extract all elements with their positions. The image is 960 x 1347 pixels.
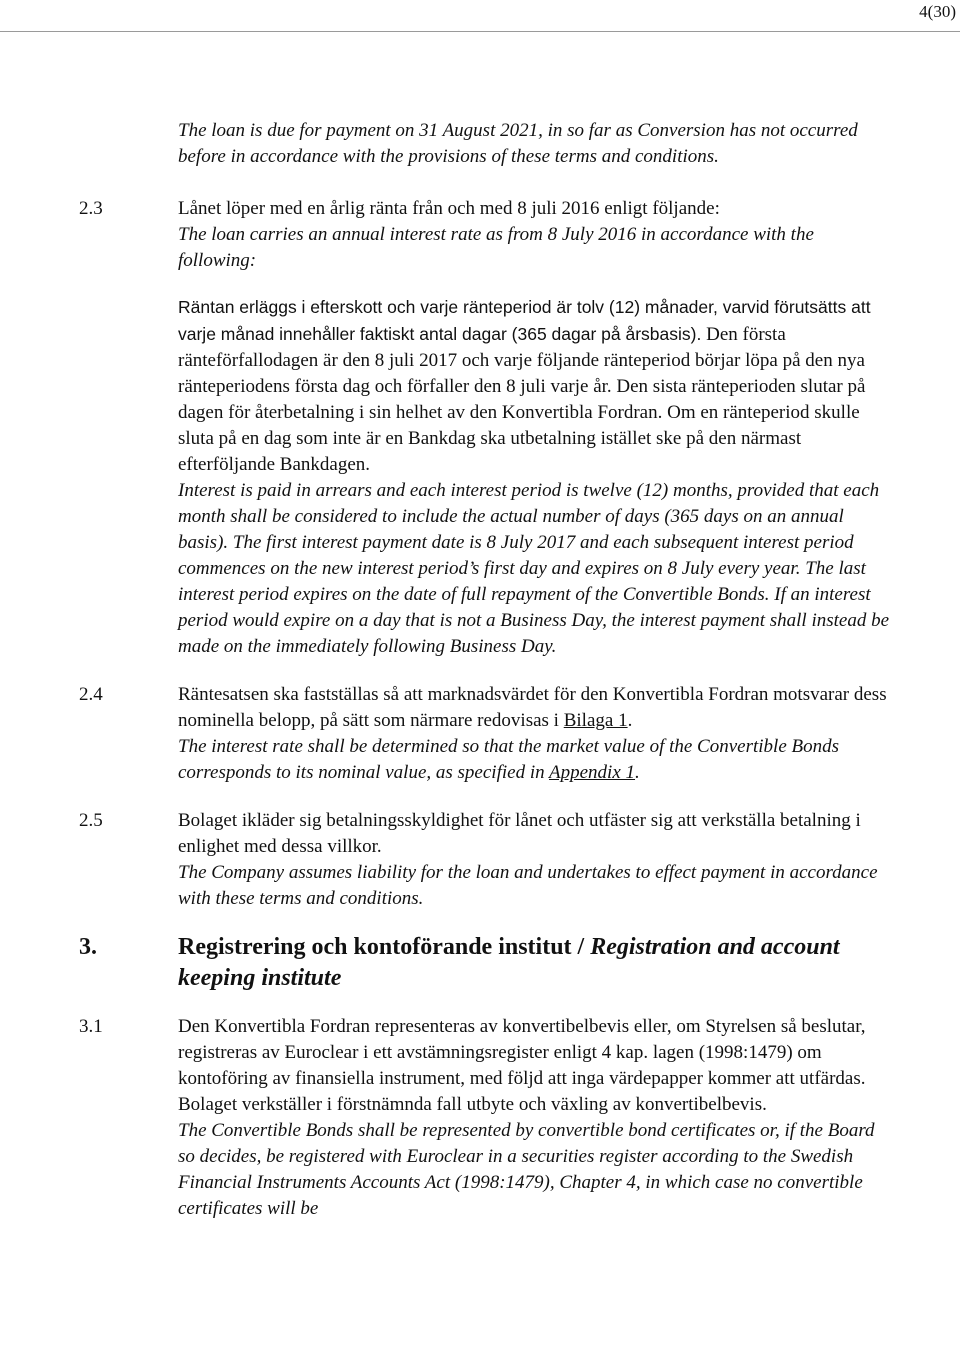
bilaga-1-link[interactable]: Bilaga 1 (563, 710, 628, 731)
page-number: 4(30) (919, 2, 956, 21)
heading-swedish: Registrering och kontoförande institut / (178, 934, 591, 960)
section-2-3-english: The loan carries an annual interest rate as from 8 July 2016 in accordance with the following: (178, 224, 814, 271)
section-2-4-swedish (178, 682, 889, 734)
document-body (79, 118, 889, 1222)
section-number: 2.5 (79, 810, 103, 831)
english-period: . (635, 762, 640, 783)
section-2-4 (79, 682, 889, 786)
english-text: The interest rate shall be determined so that the market value of the Convertible Bonds corresponds to its nominal value, as specified in (178, 736, 840, 783)
section-3-1-english: The Convertible Bonds shall be represented by convertible bond certificates or, if the Board so decides, be registered with Euroclear in a securities register according to the Swedish Financial Instruments Accounts Act (1998:1479), Chapter 4, in which case no convertible certificates will be (178, 1120, 875, 1219)
section-3-heading (79, 932, 889, 994)
section-number: 2.4 (79, 684, 103, 705)
header-divider (0, 31, 960, 32)
section-2-5-swedish: Bolaget ikläder sig betalningsskyldighet för lånet och utfäster sig att verkställa betalning i enlighet med dessa villkor. (178, 810, 861, 857)
section-3-1-swedish: Den Konvertibla Fordran representeras av konvertibelbevis eller, om Styrelsen så beslutar, registreras av Euroclear i ett avstämningsregister enligt 4 kap. lagen (1998:1479) om kontoföring av finansiella instrument, med följd att inga värdepapper kommer att utfärdas. Bolaget verkställer i förstnämnda fall utbyte och växling av konvertibelbevis. (178, 1016, 866, 1115)
detail-swedish-serif: Den första ränteförfallodagen är den 8 juli 2017 och varje följande ränteperiod börjar löpa på den nya ränteperiodens första dag och förfaller den 8 juli varje år. Den sista ränteperioden slutar på dagen för återbetalning i sin helhet av den Konvertibla Fordran. Om en ränteperiod skulle sluta på en dag som inte är en Bankdag ska utbetalning istället ske på den närmast efterföljande Bankdagen. (178, 324, 866, 475)
section-2-3-swedish: Lånet löper med en årlig ränta från och med 8 juli 2016 enligt följande: (178, 198, 720, 219)
section-number: 3. (79, 934, 97, 960)
section-2-4-english (178, 734, 889, 786)
section-2-3-detail-english: Interest is paid in arrears and each interest period is twelve (12) months, provided that each month shall be considered to include the actual number of days (365 days on an annual basis). The first interest payment date is 8 July 2017 and each subsequent interest period commences on the new interest period’s first day and expires on 8 July every year. The last interest period expires on the date of full repayment of the Convertible Bonds. If an interest period would expire on a day that is not a Business Day, the interest payment shall instead be made on the immediately following Business Day. (178, 480, 890, 657)
swedish-text: Räntesatsen ska fastställas så att marknadsvärdet för den Konvertibla Fordran motsvarar dess nominella belopp, på sätt som närmare redovisas i (178, 684, 887, 731)
section-2-5-english: The Company assumes liability for the loan and undertakes to effect payment in accordance with these terms and conditions. (178, 862, 878, 909)
section-3-1 (79, 1014, 889, 1222)
section-2-3 (79, 196, 889, 660)
section-number: 2.3 (79, 198, 103, 219)
section-2-5 (79, 808, 889, 912)
section-number: 3.1 (79, 1016, 103, 1037)
detail-swedish-sans: Räntan erläggs i efterskott och varje ränteperiod är tolv (12) månader, varvid förutsätts att varje månad innehåller faktiskt antal dagar (365 dagar på årsbasis). (178, 297, 871, 344)
swedish-period: . (627, 710, 633, 731)
appendix-1-link[interactable]: Appendix 1 (549, 762, 636, 783)
heading-english: Registration and account keeping institute (178, 934, 840, 991)
intro-english: The loan is due for payment on 31 August 2021, in so far as Conversion has not occurred before in accordance with the provisions of these terms and conditions. (178, 120, 858, 167)
section-2-3-detail-swedish (178, 294, 889, 478)
